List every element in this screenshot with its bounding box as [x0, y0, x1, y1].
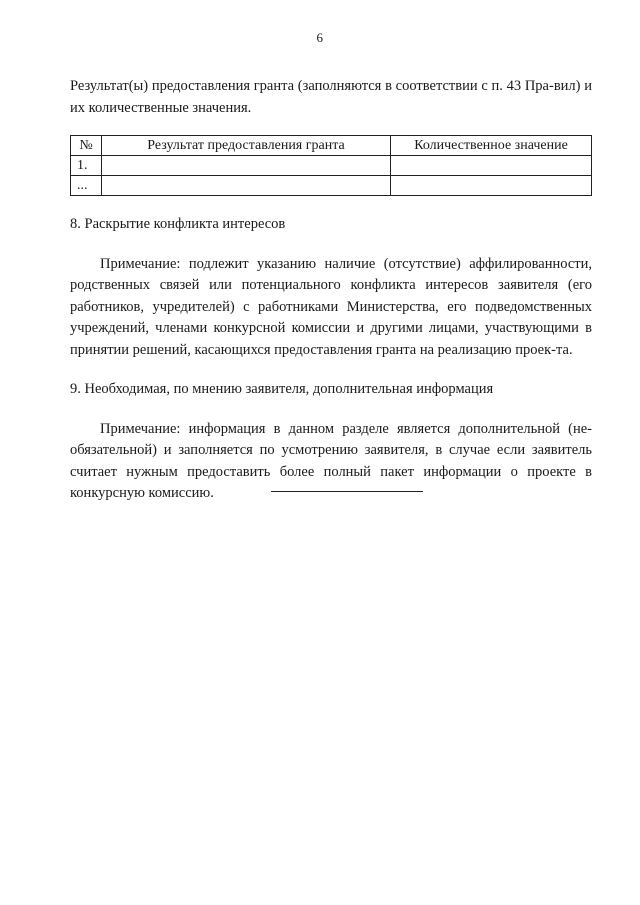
table-row [71, 176, 592, 196]
header-number: № [71, 136, 102, 156]
section-9-note: Примечание: информация в данном разделе является дополнительной (не-обязательной) и заполняется по усмотрению заявителя, в случае если заявитель считает нужным предоставить более полный пакет информации о проекте в конкурсную комиссию. [70, 420, 592, 501]
table-cell-quantity [391, 156, 592, 176]
document-body [70, 76, 592, 505]
table-cell-result [102, 156, 391, 176]
header-result: Результат предоставления гранта [102, 136, 391, 156]
table-cell-result [102, 176, 391, 196]
section-8-heading: 8. Раскрытие конфликта интересов [70, 216, 286, 232]
table-header-row [71, 136, 592, 156]
table-cell-number: ... [71, 176, 102, 196]
page-number: 6 [316, 30, 324, 45]
header-quantity: Количественное значение [391, 136, 592, 156]
section-9-heading: 9. Необходимая, по мнению заявителя, дополнительная информация [70, 381, 494, 397]
table-cell-quantity [391, 176, 592, 196]
table-row [71, 156, 592, 176]
results-table [70, 135, 592, 196]
results-intro: Результат(ы) предоставления гранта (заполняются в соответствии с п. 43 Пра-вил) и их количественные значения. [70, 78, 592, 116]
table-cell-number: 1. [71, 156, 102, 176]
section-8-note: Примечание: подлежит указанию наличие (отсутствие) аффилированности, родственных связей или потенциального конфликта интересов заявителя (его работников, учредителей) с работниками Министерства, его подведомственных учреждений, членами конкурсной комиссии и другими лицами, участвующими в принятии решений, касающихся предоставления гранта на реализацию проек-та. [70, 255, 592, 358]
end-divider [271, 491, 423, 492]
